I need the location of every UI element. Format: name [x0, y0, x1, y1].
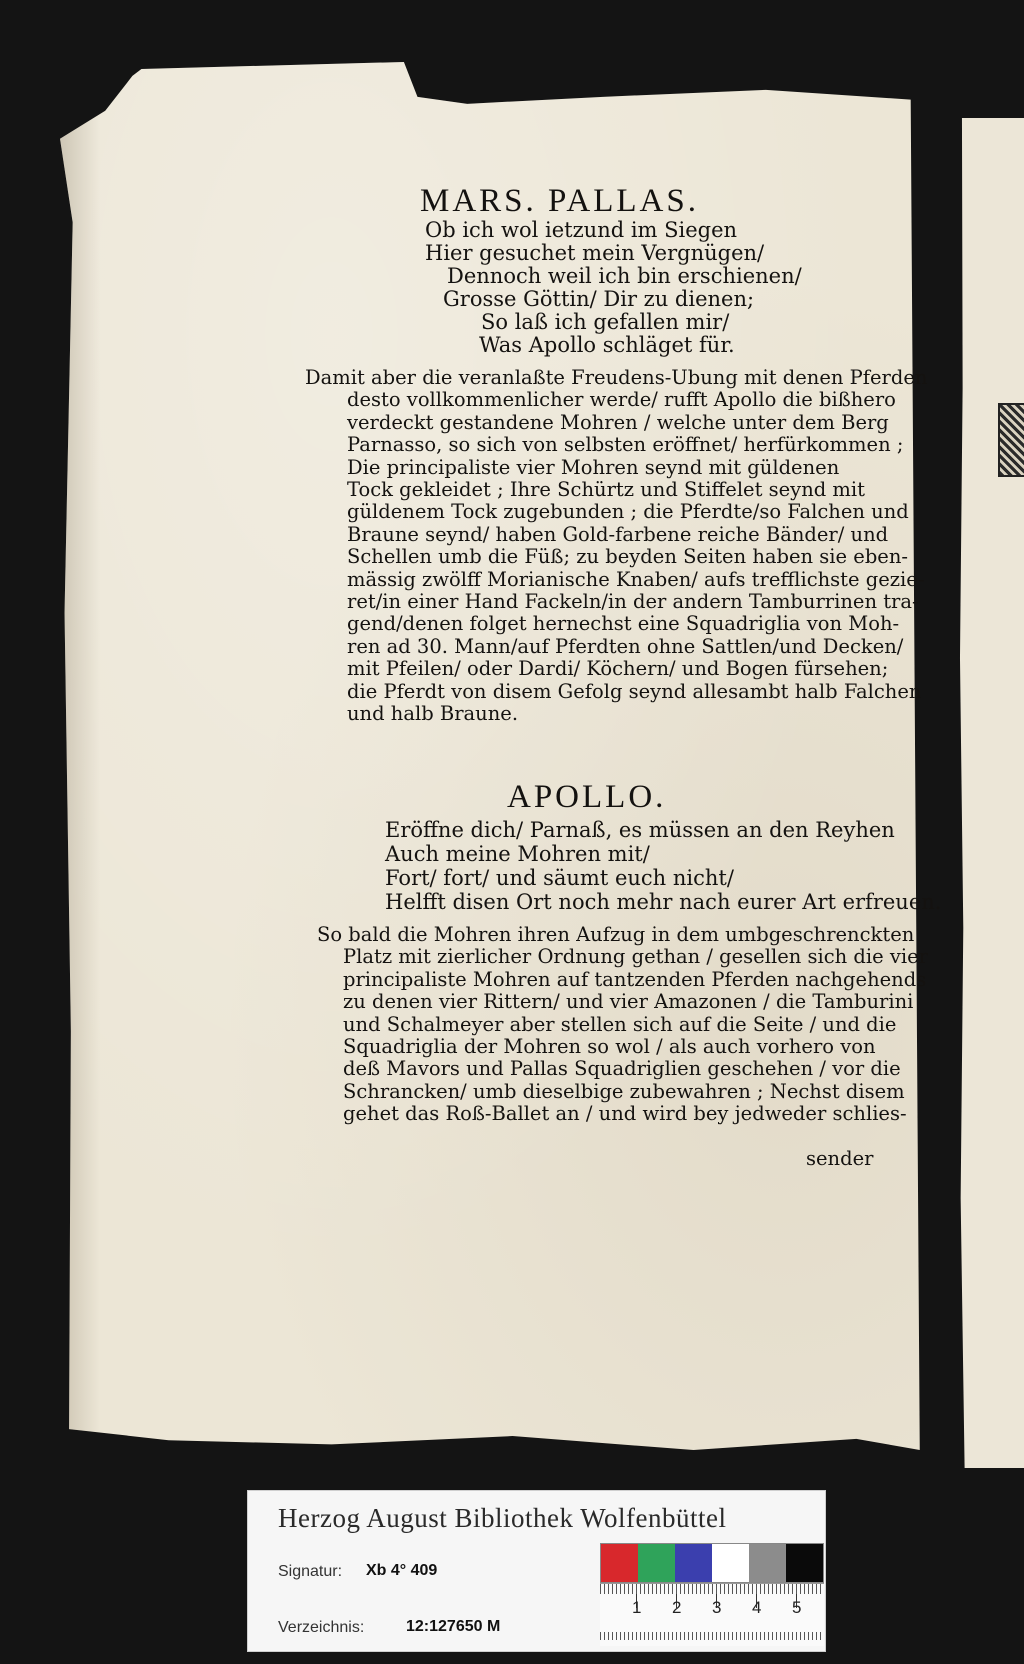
color-calibration-chart: [600, 1543, 824, 1583]
ruler-number: 2: [672, 1598, 682, 1617]
ruler-number: 5: [792, 1598, 802, 1617]
verse-line: Hier gesuchet mein Vergnügen/: [425, 241, 765, 265]
prose-line: die Pferdt von disem Gefolg seynd allesambt halb Falchen: [347, 679, 922, 703]
verse-line: Eröffne dich/ Parnaß, es müssen an den Reyhen: [385, 818, 895, 842]
prose-line: Parnasso, so sich von selbsten eröffnet/ herfürkommen ;: [347, 433, 904, 457]
library-name: Herzog August Bibliothek Wolfenbüttel: [278, 1503, 727, 1533]
heading-mars-pallas: MARS. PALLAS.: [420, 183, 699, 219]
prose-line: deß Mavors und Pallas Squadriglien geschehen / vor die: [343, 1057, 901, 1081]
prose-line: verdeckt gestandene Mohren / welche unter dem Berg: [347, 410, 889, 434]
verse-line: Grosse Göttin/ Dir zu dienen;: [443, 287, 755, 311]
ornament-fragment: [998, 403, 1024, 477]
signatur-label: Signatur:: [278, 1563, 343, 1580]
heading-apollo: APOLLO.: [507, 779, 667, 815]
prose-line: Platz mit zierlicher Ordnung gethan / gesellen sich die vier: [343, 945, 928, 969]
prose-line: desto vollkommenlicher werde/ rufft Apollo die bißhero: [347, 388, 896, 412]
prose-line: und halb Braune.: [347, 702, 519, 726]
verse-line: Was Apollo schläget für.: [479, 333, 735, 357]
prose-line: Schellen umb die Füß; zu beyden Seiten haben sie eben-: [347, 545, 908, 569]
ruler-number: 1: [632, 1598, 642, 1617]
prose-line: und Schalmeyer aber stellen sich auf die Seite / und die: [343, 1012, 897, 1036]
color-patch: [712, 1544, 749, 1582]
prose-line: So bald die Mohren ihren Aufzug in dem umbgeschrenckten: [317, 923, 915, 946]
color-patch: [786, 1544, 823, 1582]
library-label-card: [247, 1490, 826, 1652]
ruler-ticks-bottom: [600, 1632, 824, 1640]
verse-line: Ob ich wol ietzund im Siegen: [425, 218, 738, 242]
ruler-number: 3: [712, 1598, 722, 1617]
verse-line: Auch meine Mohren mit/: [385, 842, 650, 866]
prose-line: Braune seynd/ haben Gold-farbene reiche Bänder/ und: [347, 522, 889, 546]
ruler-ticks-top: [600, 1584, 824, 1594]
prose-line: gend/denen folget hernechst eine Squadriglia von Moh-: [347, 612, 900, 636]
ruler-number: 4: [752, 1598, 762, 1617]
prose-line: Tock gekleidet ; Ihre Schürtz und Stiffelet seynd mit: [347, 478, 865, 502]
prose-line: zu denen vier Rittern/ und vier Amazonen / die Tamburini: [343, 990, 914, 1014]
signatur-value: Xb 4° 409: [366, 1562, 438, 1579]
prose-line: Schrancken/ umb dieselbige zubewahren ; Nechst disem: [343, 1079, 905, 1103]
color-patch: [601, 1544, 638, 1582]
verzeichnis-label: Verzeichnis:: [278, 1619, 365, 1636]
prose-line: gehet das Roß-Ballet an / und wird bey jedweder schlies-: [343, 1102, 907, 1126]
prose-line: ren ad 30. Mann/auf Pferdten ohne Sattlen/und Decken/: [347, 634, 904, 658]
prose-paragraph-2: [317, 924, 928, 1126]
color-patch: [749, 1544, 786, 1582]
prose-line: Damit aber die veranlaßte Freudens-Ubung mit denen Pferden: [305, 366, 928, 389]
prose-line: ret/in einer Hand Fackeln/in der andern Tamburrinen tra-: [347, 590, 919, 614]
prose-line: mässig zwölff Morianische Knaben/ aufs trefflichste gezie-: [347, 567, 925, 591]
verse-line: Fort/ fort/ und säumt euch nicht/: [385, 866, 734, 890]
adjacent-page-edge: [958, 118, 1024, 1468]
color-patch: [638, 1544, 675, 1582]
verse-line: Helfft disen Ort noch mehr nach eurer Art erfreuen.: [385, 890, 942, 914]
page-fold-shadow: [60, 55, 100, 1450]
prose-line: Squadriglia der Mohren so wol / als auch vorhero von: [343, 1035, 876, 1059]
scale-ruler: [600, 1583, 824, 1646]
verzeichnis-value: 12:127650 M: [406, 1618, 501, 1635]
color-patch: [675, 1544, 712, 1582]
prose-line: principaliste Mohren auf tantzenden Pferden nachgehends: [343, 967, 927, 991]
verse-line: Dennoch weil ich bin erschienen/: [447, 264, 802, 288]
prose-paragraph-1: [305, 367, 927, 726]
catchword: sender: [806, 1147, 874, 1170]
prose-line: güldenem Tock zugebunden ; die Pferdte/so Falchen und: [347, 500, 909, 524]
prose-line: mit Pfeilen/ oder Dardi/ Köchern/ und Bogen fürsehen;: [347, 657, 889, 681]
prose-line: Die principaliste vier Mohren seynd mit güldenen: [347, 455, 840, 479]
verse-line: So laß ich gefallen mir/: [481, 310, 730, 334]
